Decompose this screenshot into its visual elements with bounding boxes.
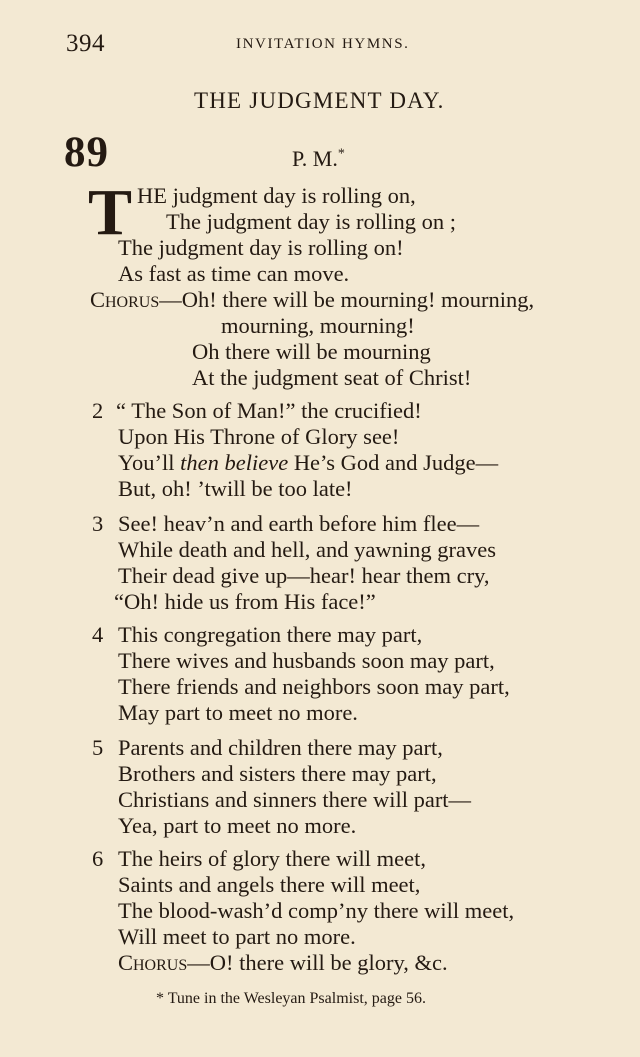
stanza1-line1: HE judgment day is rolling on, (137, 183, 416, 208)
stanza4-line2: There wives and husbands soon may part, (118, 648, 495, 673)
stanza3-line1: See! heav’n and earth before him flee— (118, 511, 480, 536)
stanza3-line4: “Oh! hide us from His face!” (114, 589, 376, 614)
stanza6-number: 6 (92, 846, 104, 871)
hymn-title: THE JUDGMENT DAY. (194, 88, 445, 113)
page-number: 394 (66, 30, 105, 57)
stanza6-line4: Will meet to part no more. (118, 924, 356, 949)
stanza4-line4: May part to meet no more. (118, 700, 358, 725)
footnote: * Tune in the Wesleyan Psalmist, page 56. (156, 990, 426, 1007)
stanza5-number: 5 (92, 735, 104, 760)
stanza2-line3-italic: then believe (180, 450, 289, 475)
stanza5-line4: Yea, part to meet no more. (118, 813, 357, 838)
stanza6-line3: The blood-wash’d comp’ny there will meet, (118, 898, 515, 923)
stanza2-line2: Upon His Throne of Glory see! (118, 424, 400, 449)
running-header: INVITATION HYMNS. (236, 36, 410, 52)
stanza2-line3-start: You’ll (118, 450, 181, 475)
stanza5-line2: Brothers and sisters there may part, (118, 761, 437, 786)
drop-cap: T (88, 176, 133, 249)
footnote-mark: * (337, 146, 345, 162)
stanza3-line3: Their dead give up—hear! hear them cry, (118, 563, 490, 588)
chorus1-line3: Oh there will be mourning (192, 339, 431, 364)
meter-text: P. M. (292, 146, 338, 171)
meter-label (292, 146, 345, 172)
chorus1-line1-text: —Oh! there will be mourning! mourning, (159, 287, 535, 312)
stanza6-line2: Saints and angels there will meet, (118, 872, 421, 897)
stanza2-line3-end: He’s God and Judge— (288, 450, 499, 475)
stanza4-line1: This congregation there may part, (118, 622, 423, 647)
stanza3-number: 3 (92, 511, 104, 536)
stanza4-number: 4 (92, 622, 104, 647)
stanza6-line1: The heirs of glory there will meet, (118, 846, 427, 871)
stanza1-line2: The judgment day is rolling on ; (166, 209, 456, 234)
chorus2-line (118, 950, 448, 976)
hymn-number: 89 (64, 129, 109, 176)
chorus2-label: Chorus (118, 950, 188, 975)
chorus2-text: —O! there will be glory, &c. (187, 950, 448, 975)
stanza1-line3: The judgment day is rolling on! (118, 235, 404, 260)
stanza1-line4: As fast as time can move. (118, 261, 350, 286)
chorus1-line4: At the judgment seat of Christ! (192, 365, 472, 390)
chorus-label: Chorus (90, 287, 160, 312)
stanza2-line4: But, oh! ’twill be too late! (118, 476, 353, 501)
stanza2-line3 (118, 450, 498, 476)
stanza4-line3: There friends and neighbors soon may part, (118, 674, 510, 699)
stanza2-number: 2 (92, 398, 104, 423)
chorus1-line1 (90, 287, 534, 313)
stanza5-line1: Parents and children there may part, (118, 735, 443, 760)
chorus1-line2: mourning, mourning! (221, 313, 415, 338)
stanza3-line2: While death and hell, and yawning graves (118, 537, 496, 562)
stanza2-line1: “ The Son of Man!” the crucified! (116, 398, 422, 423)
stanza5-line3: Christians and sinners there will part— (118, 787, 472, 812)
